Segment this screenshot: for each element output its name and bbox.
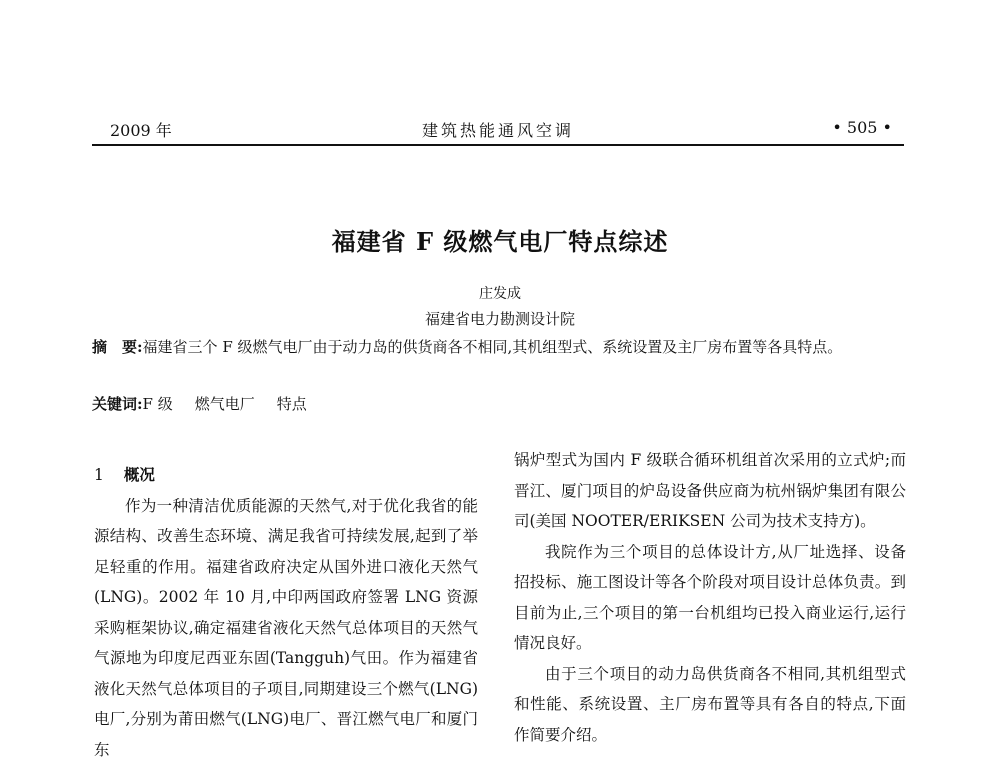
- keywords: [92, 393, 329, 414]
- header-year: 2009 年: [110, 118, 172, 141]
- running-header: [92, 118, 904, 146]
- keyword: F 级: [143, 395, 173, 413]
- header-journal-title: 建筑热能通风空调: [92, 118, 904, 141]
- header-page-number: • 505 •: [832, 118, 892, 137]
- keyword: 特点: [277, 395, 307, 413]
- body-paragraph: 我院作为三个项目的总体设计方,从厂址选择、设备招投标、施工图设计等各个阶段对项目设计总体负责。到目前为止,三个项目的第一台机组均已投入商业运行,运行情况良好。: [514, 537, 906, 659]
- body-paragraph: 锅炉型式为国内 F 级联合循环机组首次采用的立式炉;而晋江、厦门项目的炉岛设备供应商为杭州锅炉集团有限公司(美国 NOOTER/ERIKSEN 公司为技术支持方)。: [514, 445, 906, 537]
- article-title: 福建省 F 级燃气电厂特点综述: [0, 222, 1000, 257]
- article-author: 庄发成: [0, 283, 1000, 303]
- right-column: [514, 445, 906, 750]
- keywords-label: 关键词:: [92, 395, 143, 413]
- author-affiliation: 福建省电力勘测设计院: [0, 308, 1000, 329]
- abstract-label: 摘 要:: [92, 338, 143, 356]
- section-number: 1: [94, 466, 104, 484]
- body-paragraph: 作为一种清洁优质能源的天然气,对于优化我省的能源结构、改善生态环境、满足我省可持续发展,起到了举足轻重的作用。福建省政府决定从国外进口液化天然气(LNG)。2002 年 10 月,中印两国政府签署 LNG 资源采购框架协议,确定福建省液化天然气总体项目的天然气气源地为印度尼西亚东固(Tangguh)气田。作为福建省液化天然气总体项目的子项目,同期建设三个燃气(LNG)电厂,分别为莆田燃气(LNG)电厂、晋江燃气电厂和厦门东: [94, 491, 478, 765]
- body-paragraph: 由于三个项目的动力岛供货商各不相同,其机组型式和性能、系统设置、主厂房布置等具有各自的特点,下面作简要介绍。: [514, 659, 906, 751]
- abstract: [92, 334, 914, 360]
- left-column: [94, 460, 478, 765]
- abstract-text: 福建省三个 F 级燃气电厂由于动力岛的供货商各不相同,其机组型式、系统设置及主厂房布置等各具特点。: [143, 338, 843, 356]
- section-title: 概况: [124, 465, 155, 484]
- section-heading: [94, 460, 478, 491]
- keyword: 燃气电厂: [195, 395, 255, 413]
